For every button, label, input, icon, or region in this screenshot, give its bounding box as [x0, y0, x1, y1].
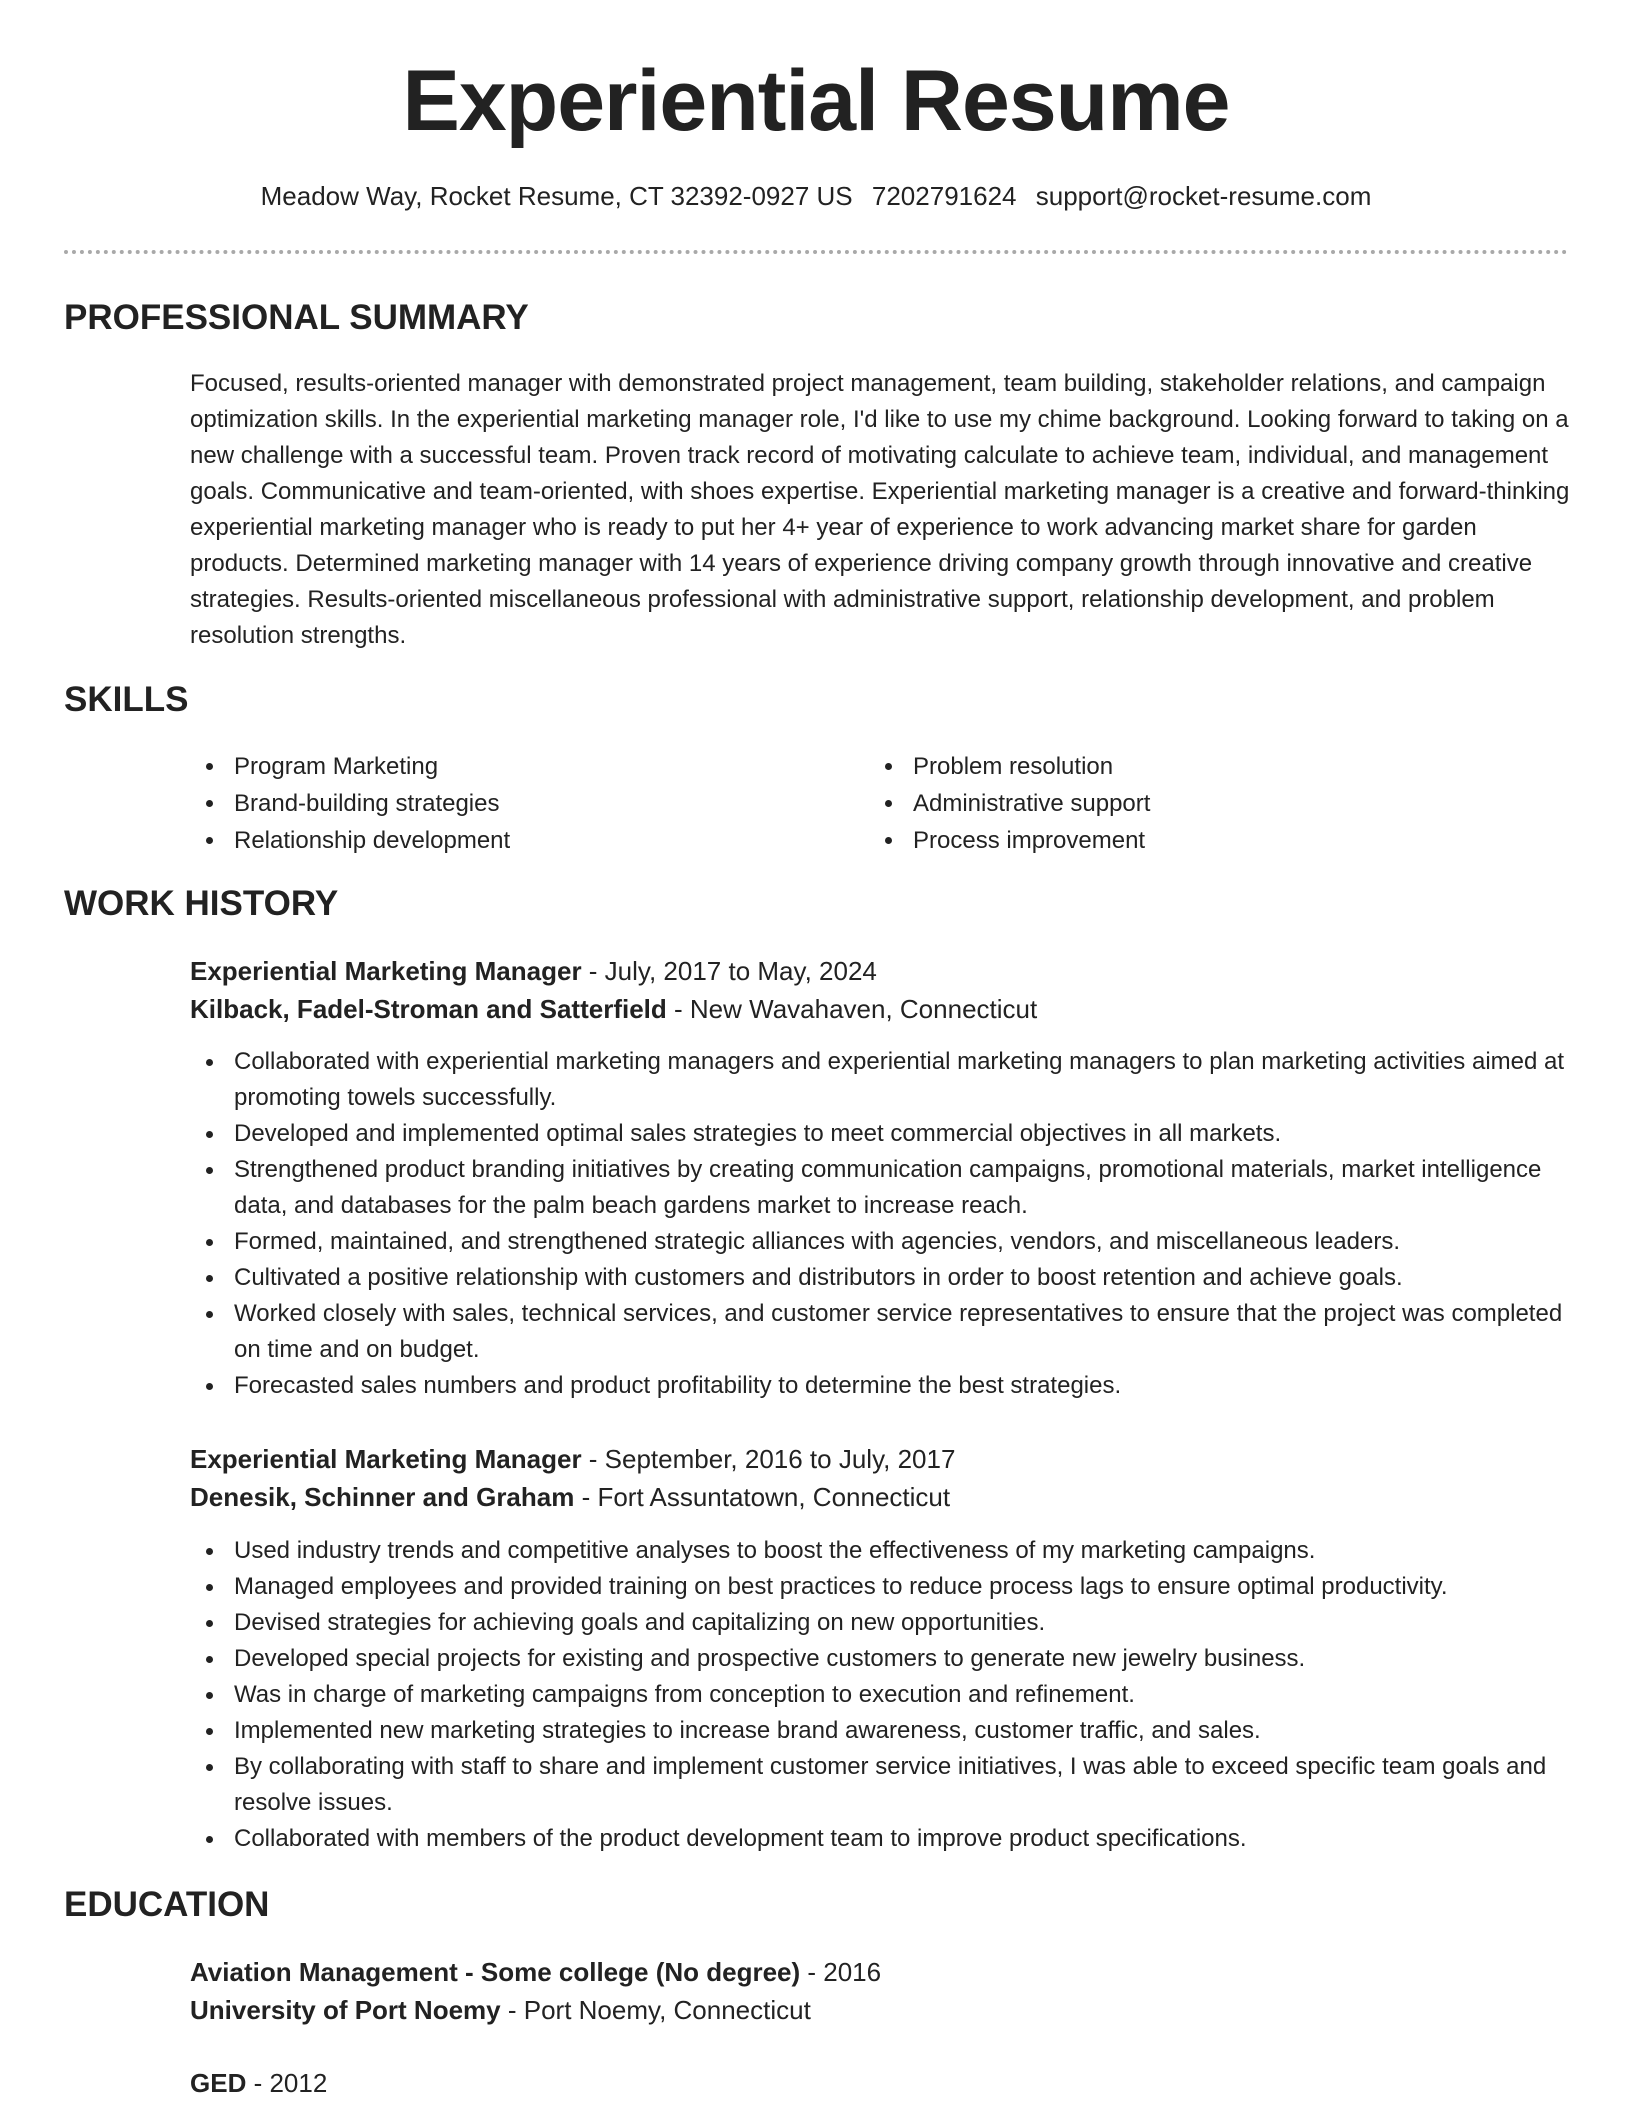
job-company-line: Kilback, Fadel-Stroman and Satterfield - New Wavahaven, Connecticut: [190, 994, 1038, 1024]
resume-name: Experiential Resume: [402, 53, 1230, 149]
job-bullet: Forecasted sales numbers and product profitability to determine the best strategies.: [190, 1368, 1570, 1404]
section-title-skills: SKILLS: [64, 680, 189, 719]
section-title-education: EDUCATION: [64, 1885, 270, 1924]
job-bullet: By collaborating with staff to share and implement customer service initiatives, I was able to exceed specific team goals and resolve issues.: [190, 1749, 1570, 1821]
education-year: 2012: [269, 2068, 328, 2098]
education-year: 2016: [823, 1957, 882, 1987]
job-location: Fort Assuntatown, Connecticut: [597, 1482, 951, 1512]
education-school: University of Port Noemy: [190, 1995, 501, 2025]
job-company-line: Denesik, Schinner and Graham - Fort Assuntatown, Connecticut: [190, 1482, 951, 1512]
header-divider: [64, 250, 1568, 254]
job-bullet: Developed and implemented optimal sales strategies to meet commercial objectives in all markets.: [190, 1116, 1570, 1152]
skill-item: Process improvement: [869, 822, 1150, 859]
job-bullet: Devised strategies for achieving goals and capitalizing on new opportunities.: [190, 1605, 1570, 1641]
education-degree-line: Aviation Management - Some college (No degree) - 2016: [190, 1957, 882, 1987]
contact-email: support@rocket-resume.com: [1035, 181, 1372, 211]
section-title-summary: PROFESSIONAL SUMMARY: [64, 298, 529, 337]
education-degree: Aviation Management - Some college (No degree): [190, 1957, 801, 1987]
contact-address: Meadow Way, Rocket Resume, CT 32392-0927 US: [260, 181, 853, 211]
education-degree-line: GED - 2012: [190, 2068, 328, 2098]
summary-text: Focused, results-oriented manager with demonstrated project management, team building, stakeholder relations, and campaign optimization skills. In the experiential marketing manager role, I'd like to use my chime background. Looking forward to taking on a new challenge with a successful team. Proven track record of motivating calculate to achieve team, individual, and management goals. Communicative and team-oriented, with shoes expertise. Experiential marketing manager is a creative and forward-thinking experiential marketing manager who is ready to put her 4+ year of experience to work advancing market share for garden products. Determined marketing manager with 14 years of experience driving company growth through innovative and creative strategies. Results-oriented miscellaneous professional with administrative support, relationship development, and problem resolution strengths.: [190, 370, 1570, 649]
job-title: Experiential Marketing Manager: [190, 956, 582, 986]
job-bullet: Worked closely with sales, technical services, and customer service representatives to ensure that the project was completed on time and on budget.: [190, 1296, 1570, 1368]
education-location: Port Noemy, Connecticut: [523, 1995, 811, 2025]
job-bullet: Collaborated with experiential marketing managers and experiential marketing managers to plan marketing activities aimed at promoting towels successfully.: [190, 1044, 1570, 1116]
job-bullet: Collaborated with members of the product development team to improve product specifications.: [190, 1821, 1570, 1857]
section-title-work: WORK HISTORY: [64, 884, 339, 923]
job-bullet: Strengthened product branding initiatives by creating communication campaigns, promotional materials, market intelligence data, and databases for the palm beach gardens market to increase reach.: [190, 1152, 1570, 1224]
contact-line: [0, 181, 1632, 212]
education-degree: GED: [190, 2068, 247, 2098]
job-company: Kilback, Fadel-Stroman and Satterfield: [190, 994, 667, 1024]
job-title-line: Experiential Marketing Manager - July, 2017 to May, 2024: [190, 956, 877, 986]
job-bullet: Developed special projects for existing and prospective customers to generate new jewelry business.: [190, 1641, 1570, 1677]
skill-item: Brand-building strategies: [190, 785, 510, 822]
job-title: Experiential Marketing Manager: [190, 1444, 582, 1474]
skill-item: Administrative support: [869, 785, 1150, 822]
job-dates: September, 2016 to July, 2017: [604, 1444, 956, 1474]
education-school-line: University of Port Noemy - Port Noemy, Connecticut: [190, 1995, 811, 2025]
job-bullet: Implemented new marketing strategies to increase brand awareness, customer traffic, and sales.: [190, 1713, 1570, 1749]
job-location: New Wavahaven, Connecticut: [689, 994, 1038, 1024]
job-bullet: Used industry trends and competitive analyses to boost the effectiveness of my marketing campaigns.: [190, 1533, 1570, 1569]
skills-list-left: [190, 748, 510, 859]
skills-list-right: [869, 748, 1150, 859]
job-company: Denesik, Schinner and Graham: [190, 1482, 575, 1512]
job-bullets: [190, 1533, 1570, 1857]
job-bullet: Was in charge of marketing campaigns from conception to execution and refinement.: [190, 1677, 1570, 1713]
job-bullet: Managed employees and provided training on best practices to reduce process lags to ensure optimal productivity.: [190, 1569, 1570, 1605]
skill-item: Program Marketing: [190, 748, 510, 785]
skill-item: Relationship development: [190, 822, 510, 859]
job-title-line: Experiential Marketing Manager - September, 2016 to July, 2017: [190, 1444, 956, 1474]
contact-phone: 7202791624: [871, 181, 1017, 211]
job-dates: July, 2017 to May, 2024: [604, 956, 877, 986]
skill-item: Problem resolution: [869, 748, 1150, 785]
job-bullet: Cultivated a positive relationship with customers and distributors in order to boost retention and achieve goals.: [190, 1260, 1570, 1296]
job-bullets: [190, 1044, 1570, 1404]
job-bullet: Formed, maintained, and strengthened strategic alliances with agencies, vendors, and miscellaneous leaders.: [190, 1224, 1570, 1260]
